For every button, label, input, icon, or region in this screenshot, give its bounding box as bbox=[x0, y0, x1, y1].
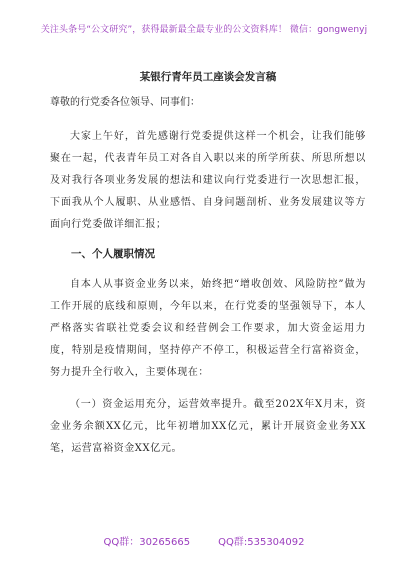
opening-paragraph: 大家上午好，首先感谢行党委提供这样一个机会，让我们能够聚在一起，代表青年员工对各自入职以来的所学所获、所思所想以及对我行各项业务发展的想法和建议向行党委进行一次思想汇报，下面我从个人履职、从业感悟、自身问题剖析、业务发展建议等方面向行党委做详细汇报； bbox=[50, 131, 366, 230]
qq-group-2: QQ群:535304092 bbox=[218, 537, 305, 548]
document-body bbox=[50, 70, 366, 460]
body-paragraph: 自本人从事资金业务以来，始终把“增收创效、风险防控”做为工作开展的底线和原则，今年以来，在行党委的坚强领导下，本人严格落实省联社党委会议和经营例会工作要求，加大资金运用力度，特别是疫情期间，坚持停产不停工，积极运营全行富裕资金，努力提升全行收入，主要体现在： bbox=[50, 279, 366, 378]
section-heading: 一、个人履职情况 bbox=[71, 248, 155, 260]
document-title: 某银行青年员工座谈会发言稿 bbox=[139, 71, 277, 83]
salutation: 尊敬的行党委各位领导、同事们： bbox=[50, 97, 200, 108]
qq-group-1: QQ群：30265665 bbox=[103, 537, 191, 548]
body-paragraph: （一）资金运用充分，运营效率提升。截至202X年X月末，资金业务余额XX亿元，比年初增加XX亿元，累计开展资金业务XX笔，运营富裕资金XX亿元。 bbox=[50, 399, 366, 454]
header-banner: 关注头条号“公文研究”，获得最新最全最专业的公文资料库！ 微信：gongwenyj bbox=[40, 25, 368, 35]
footer-qq-groups bbox=[0, 536, 408, 550]
